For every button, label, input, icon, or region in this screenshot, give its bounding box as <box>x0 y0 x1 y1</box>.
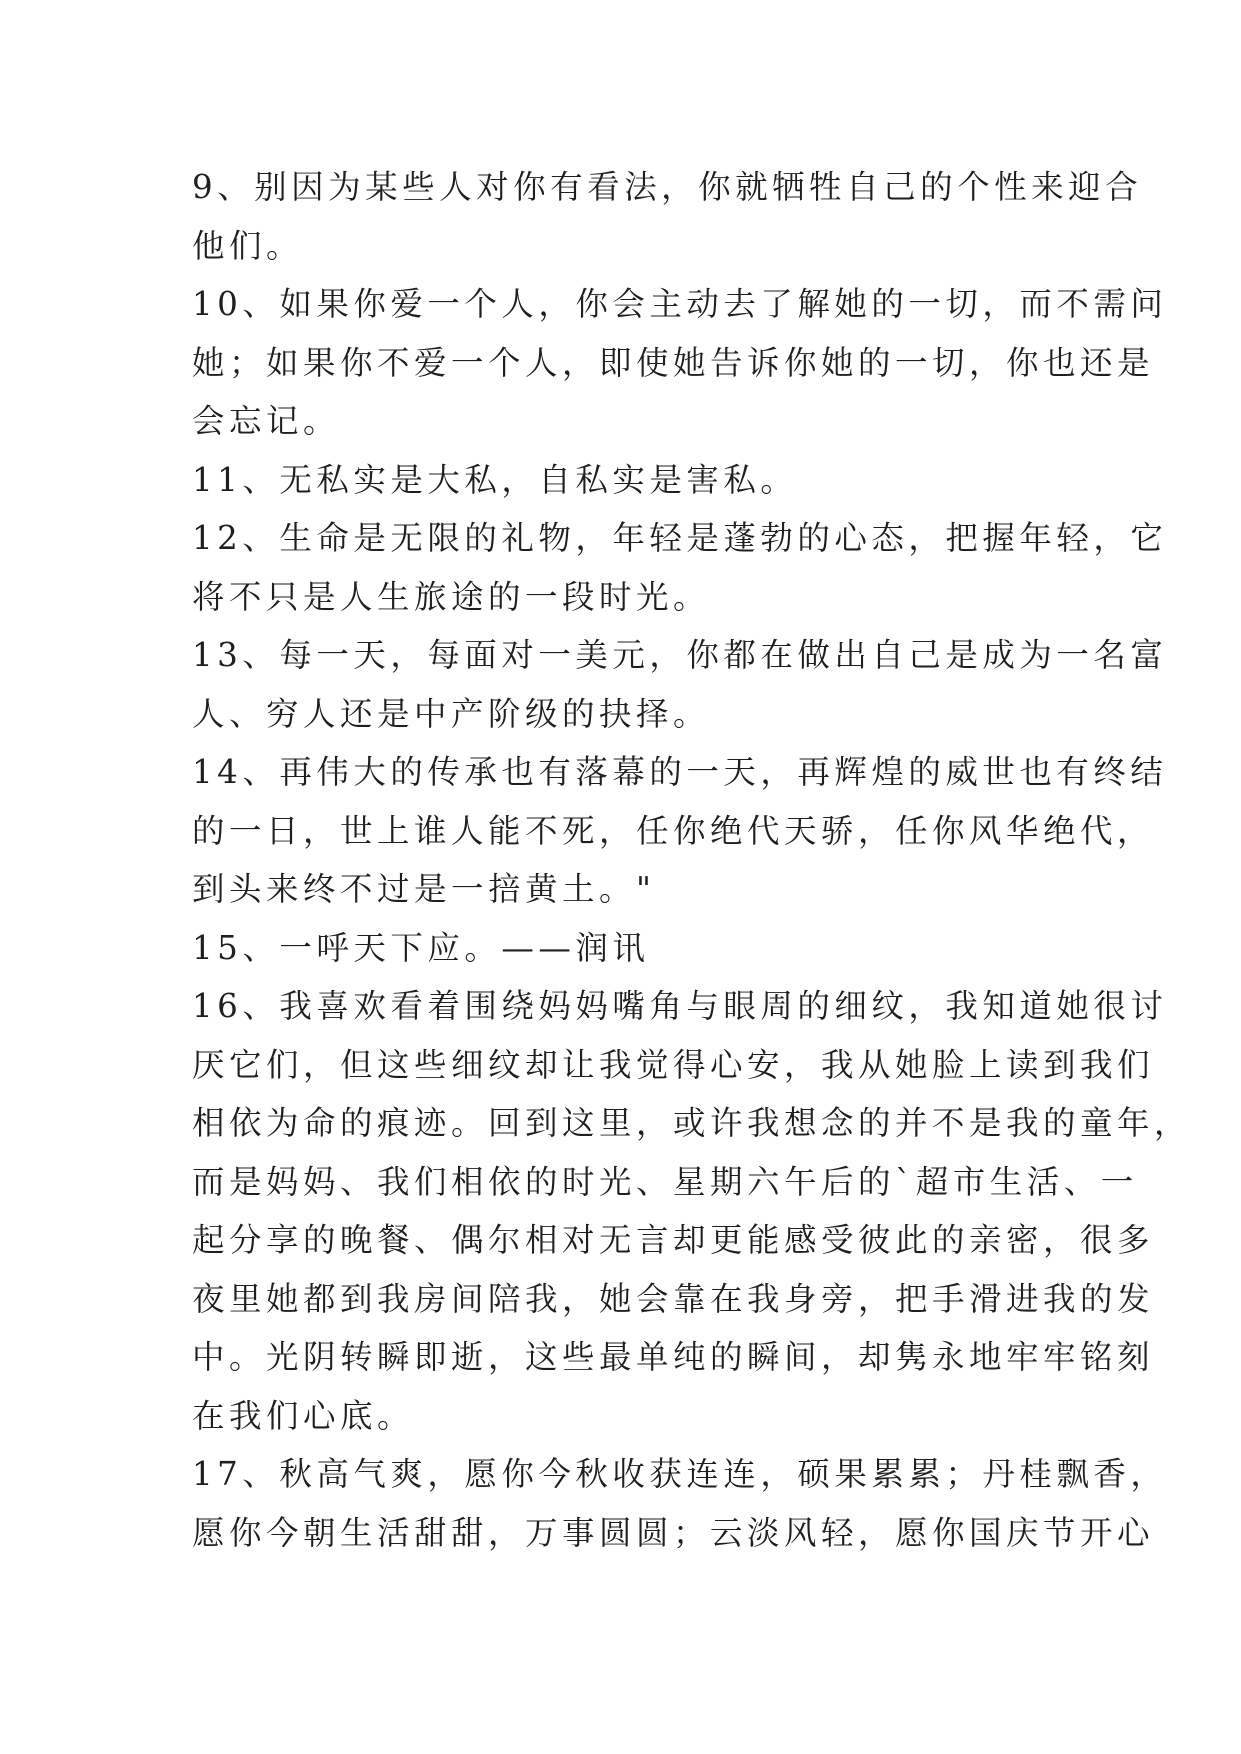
text-line: 9、别因为某些人对你有看法，你就牺牲自己的个性来迎合 <box>192 168 1143 206</box>
text-line: 起分享的晚餐、偶尔相对无言却更能感受彼此的亲密，很多 <box>192 1221 1155 1259</box>
text-line: 14、再伟大的传承也有落幕的一天，再辉煌的威世也有终结 <box>192 753 1168 791</box>
text-line: 而是妈妈、我们相依的时光、星期六午后的`超市生活、一 <box>192 1162 1138 1201</box>
text-line: 会忘记。 <box>192 402 341 440</box>
text-line: 厌它们，但这些细纹却让我觉得心安，我从她脸上读到我们 <box>192 1045 1155 1084</box>
text-line: 13、每一天，每面对一美元，你都在做出自己是成为一名富 <box>192 636 1168 674</box>
text-line: 12、生命是无限的礼物，年轻是蓬勃的心态，把握年轻，它 <box>192 519 1168 557</box>
text-line: 愿你今朝生活甜甜，万事圆圆；云淡风轻，愿你国庆节开心 <box>192 1513 1155 1552</box>
text-line: 11、无私实是大私，自私实是害私。 <box>192 460 798 499</box>
text-line: 相依为命的痕迹。回到这里，或许我想念的并不是我的童年， <box>192 1104 1192 1142</box>
text-line: 的一日，世上谁人能不死，任你绝代天骄，任你风华绝代， <box>192 811 1155 850</box>
text-line: 16、我喜欢看着围绕妈妈嘴角与眼周的细纹，我知道她很讨 <box>192 987 1168 1025</box>
text-line: 他们。 <box>192 226 304 265</box>
text-line: 在我们心底。 <box>192 1396 415 1435</box>
text-line: 10、如果你爱一个人，你会主动去了解她的一切，而不需问 <box>192 285 1168 323</box>
text-line: 15、一呼天下应。——润讯 <box>192 928 650 967</box>
document-body <box>192 158 1192 1562</box>
text-line: 夜里她都到我房间陪我，她会靠在我身旁，把手滑进我的发 <box>192 1279 1155 1318</box>
text-line: 17、秋高气爽，愿你今秋收获连连，硕果累累；丹桂飘香， <box>192 1455 1168 1493</box>
text-line: 她；如果你不爱一个人，即使她告诉你她的一切，你也还是 <box>192 343 1155 382</box>
text-line: 人、穷人还是中产阶级的抉择。 <box>192 694 711 733</box>
text-line: 中。光阴转瞬即逝，这些最单纯的瞬间，却隽永地牢牢铭刻 <box>192 1338 1155 1376</box>
text-line: 将不只是人生旅途的一段时光。 <box>192 577 711 616</box>
text-line: 到头来终不过是一掊黄土。" <box>192 870 656 908</box>
